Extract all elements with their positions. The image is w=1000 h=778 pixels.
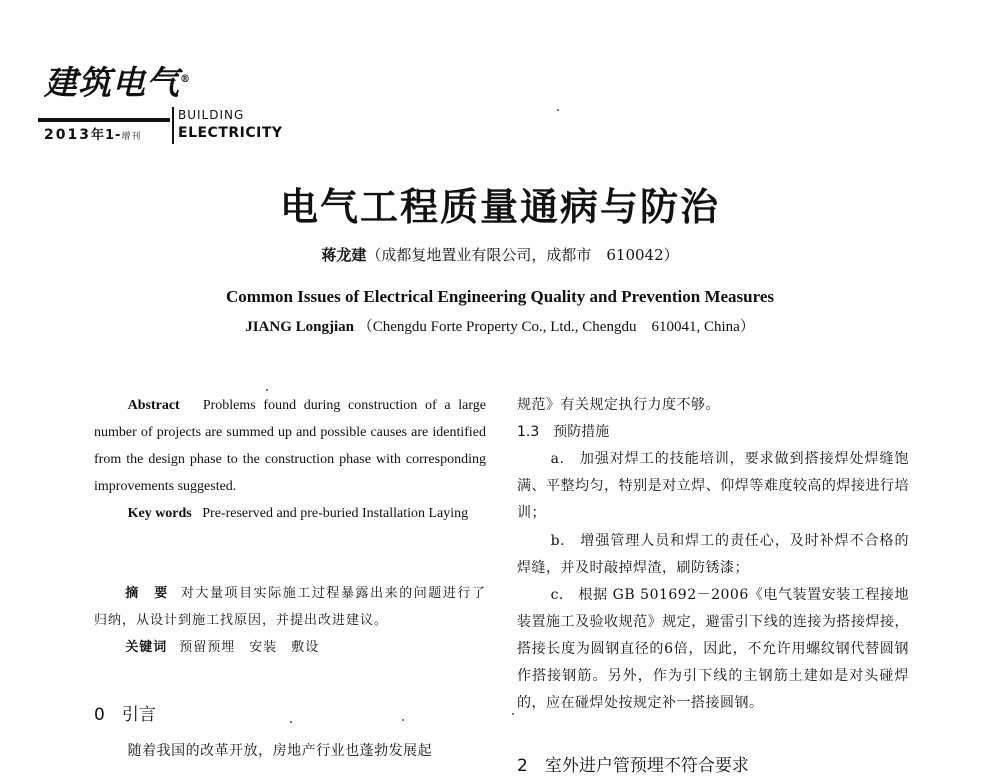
abstract-cn: [94, 580, 486, 634]
body-text-line: 规范》有关规定执行力度不够。: [517, 397, 720, 413]
journal-logo-cn: 建筑电气®: [44, 63, 191, 102]
keywords-en: [94, 500, 486, 527]
author-name-cn: 蒋龙建: [321, 246, 367, 264]
scan-dot: [402, 719, 404, 721]
section-heading-introduction: 0 引言: [94, 705, 156, 725]
article-title-en: Common Issues of Electrical Engineering Quality and Prevention Measures: [225, 287, 775, 306]
introduction-paragraph: 随着我国的改革开放，房地产行业也蓬勃发展起: [127, 743, 433, 759]
affiliation-en: （Chengdu Forte Property Co., Ltd., Chengdu 610041, China）: [357, 319, 755, 335]
issue-info: 2013年1-增刊: [44, 127, 142, 143]
abstract-en-text: Problems found during construction of a large number of projects are summed up and possible causes are identified from the design phase to the construction phase with corresponding improvements suggested.: [94, 398, 486, 494]
header-rule: [38, 118, 170, 122]
measure-item-a: a. 加强对焊工的技能培训，要求做到搭接焊处焊缝饱满、平整均匀，特别是对立焊、仰焊等难度较高的焊接进行培训；: [517, 451, 909, 521]
subsection-heading-prevention: 1.3 预防措施: [517, 424, 610, 440]
keywords-cn-label: 关键词: [125, 640, 168, 655]
abstract-cn-label: 摘 要: [125, 586, 169, 601]
measure-item-b: b. 增强管理人员和焊工的责任心，及时补焊不合格的焊缝，并及时敲掉焊渣，刷防锈漆；: [517, 533, 909, 576]
scan-dot: [266, 389, 268, 391]
keywords-cn: [94, 634, 486, 661]
keywords-cn-text: 预留预埋 安装 敷设: [179, 640, 320, 655]
measure-item-c: c. 根据 GB 501692－2006《电气装置安装工程接地装置施工及验收规范》规定，避雷引下线的连接为搭接焊接，搭接长度为圆钢直径的6倍，因此，不允许用螺纹钢代替圆钢作搭接钢筋。另外，作为引下线的主钢筋土建如是对头碰焊的，应在碰焊处按规定补一搭接圆钢。: [517, 587, 909, 711]
journal-name-en-line2: ELECTRICITY: [178, 125, 283, 141]
abstract-en-label: Abstract: [127, 398, 180, 413]
keywords-en-text: Pre-reserved and pre-buried Installation Laying: [202, 506, 469, 521]
abstract-cn-text: 对大量项目实际施工过程暴露出来的问题进行了归纳，从设计到施工找原因，并提出改进建议。: [94, 586, 486, 628]
section-heading-2: 2 室外进户管预埋不符合要求: [517, 756, 749, 776]
article-title-cn: 电气工程质量通病与防治: [279, 184, 720, 229]
scan-dot: [557, 109, 559, 111]
journal-name-en-line1: BUILDING: [178, 108, 245, 122]
scan-dot: [290, 721, 292, 723]
author-line-en: [0, 316, 1000, 338]
header-divider: [172, 107, 174, 144]
abstract-en: [94, 392, 486, 500]
keywords-en-label: Key words: [127, 506, 192, 521]
affiliation-cn: （成都复地置业有限公司，成都市 610042）: [366, 246, 679, 264]
scan-dot: [512, 713, 514, 715]
author-line-cn: [0, 244, 1000, 266]
author-name-en: JIANG Longjian: [245, 319, 354, 335]
